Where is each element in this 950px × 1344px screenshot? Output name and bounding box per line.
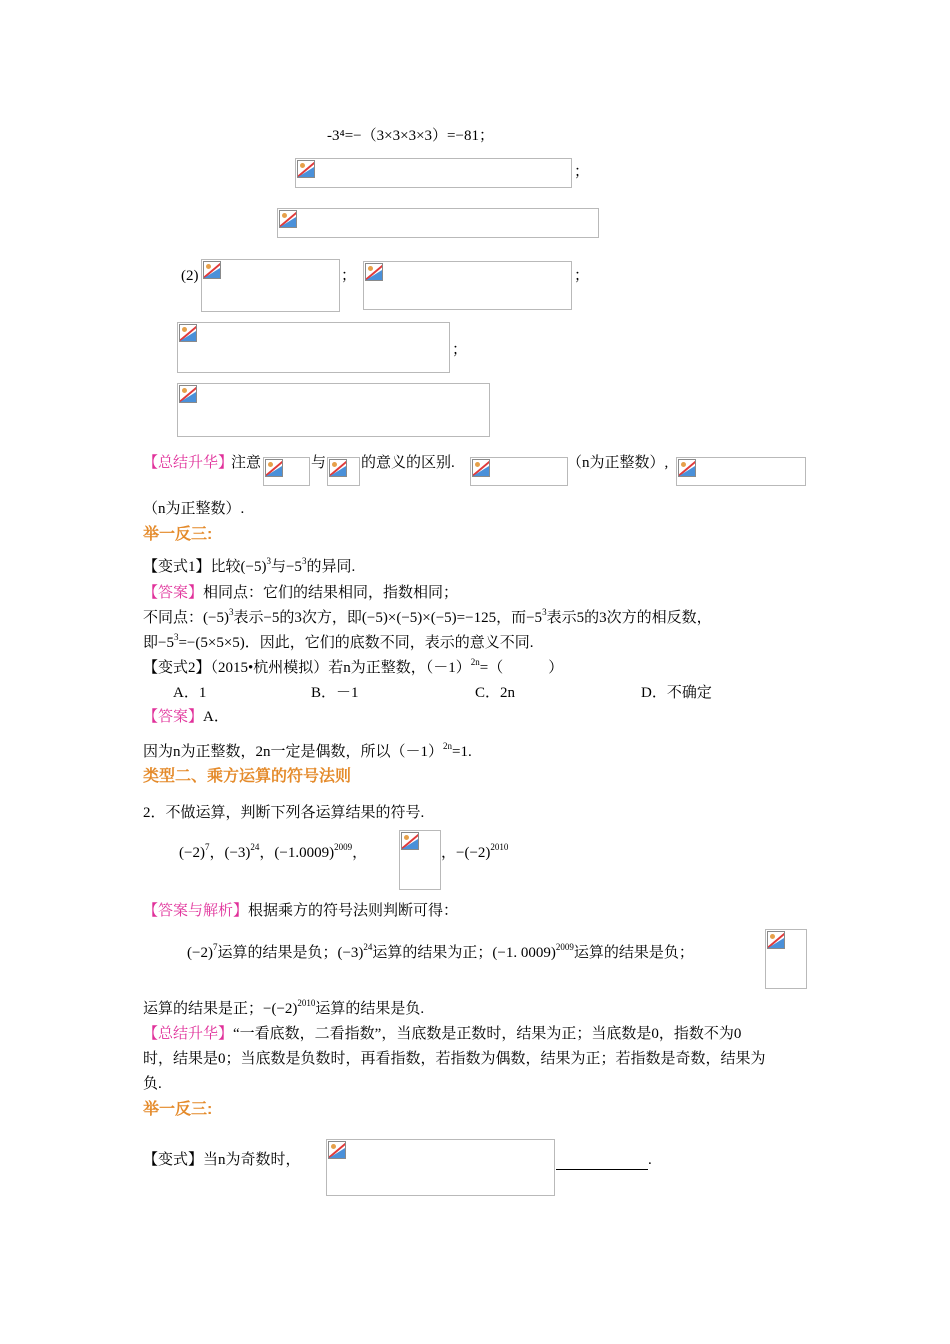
broken-image-icon <box>179 324 197 342</box>
option-c: C．2n <box>475 685 516 701</box>
option-b: B．－1 <box>311 685 359 701</box>
summary-text: 的意义的区别. <box>361 455 455 471</box>
formula-image <box>177 383 490 437</box>
broken-image-icon <box>329 459 347 477</box>
summary-2-line-3: 负. <box>143 1076 162 1092</box>
answer-3-head: 【答案与解析】根据乘方的符号法则判断可得： <box>143 903 459 919</box>
variant-1: 【变式1】比较$(-5)^3$与$-5^3$的异同. <box>143 556 356 575</box>
option-a: A．1 <box>173 685 207 701</box>
summary-tag: 【总结升华】 <box>143 455 234 471</box>
answer-1-last: 即$-5^3=-(5\times 5\times 5)$．因此，它们的底数不同，表示的意义不同. <box>143 632 534 651</box>
formula-image <box>327 457 360 486</box>
practice-heading: 举一反三: <box>143 1101 213 1118</box>
summary-2-line-2: 时，结果是0；当底数是负数时，再看指数，若指数为偶数，结果为正；若指数是奇数，结果为 <box>143 1051 766 1067</box>
part-2-label: (2) <box>181 268 199 284</box>
variant-3: 【变式】当n为奇数时， <box>143 1152 301 1168</box>
formula-image <box>177 322 450 373</box>
question-2: 2．不做运算，判断下列各运算结果的符号. <box>143 805 425 821</box>
formula-image <box>363 261 572 310</box>
formula-image <box>295 158 572 188</box>
broken-image-icon <box>179 385 197 403</box>
formula-image <box>277 208 599 238</box>
summary-text: （n为正整数）, <box>567 455 669 471</box>
formula-image <box>326 1139 555 1196</box>
semicolon: ； <box>574 164 590 180</box>
option-d: D．不确定 <box>641 685 712 701</box>
formula-image <box>263 457 310 486</box>
broken-image-icon <box>401 832 419 850</box>
broken-image-icon <box>365 263 383 281</box>
broken-image-icon <box>203 261 221 279</box>
answer-3-results: $(-2)^7$运算的结果是负；$(-3)^{24}$运算的结果为正；(−1. 0009)$^{2009}$运算的结果是负； <box>187 942 694 961</box>
practice-heading: 举一反三: <box>143 526 213 543</box>
formula-image <box>399 830 441 890</box>
semicolon: ； <box>574 268 590 284</box>
broken-image-icon <box>328 1141 346 1159</box>
broken-image-icon <box>265 459 283 477</box>
broken-image-icon <box>472 459 490 477</box>
semicolon: ； <box>452 342 468 358</box>
question-2-expr-a: $(-2)^7$，$(-3)^{24}$，$(-1.0009)^{2009}$， <box>179 842 368 861</box>
summary-2-line-1: 【总结升华】“一看底数，二看指数”，当底数是正数时，结果为正；当底数是0，指数不为0 <box>143 1026 742 1042</box>
question-2-expr-b: ，$-(-2)^{2010}$ <box>441 842 509 861</box>
formula-line-1: -3⁴=−（3×3×3×3）=−81； <box>327 128 494 144</box>
summary-text: （n为正整数）. <box>143 501 245 517</box>
broken-image-icon <box>279 210 297 228</box>
answer-2-explanation: 因为n为正整数，2n一定是偶数，所以$(-1)^{2n}=1$. <box>143 741 472 760</box>
summary-text: 注意 <box>231 455 262 471</box>
broken-image-icon <box>678 459 696 477</box>
answer-blank-line: . <box>556 1150 652 1170</box>
answer-3-tail: 运算的结果是正；$-(-2)^{2010}$运算的结果是负. <box>143 998 425 1017</box>
formula-image <box>765 929 807 989</box>
section-heading: 类型二、乘方运算的符号法则 <box>143 768 352 785</box>
answer-2: 【答案】A． <box>143 709 229 725</box>
summary-text: 与 <box>311 455 327 471</box>
formula-image <box>201 259 340 312</box>
fill-blank[interactable] <box>556 1155 648 1170</box>
semicolon: ； <box>341 268 357 284</box>
formula-image <box>470 457 568 486</box>
variant-2: 【变式2】（2015•杭州模拟）若n为正整数，$(-1)^{2n}=$（ ） <box>143 657 564 676</box>
answer-1-diff: 不同点：$(-5)^3$表示−5的3次方，即(−5)×(−5)×(−5)=−125，而$-5^3$表示5的3次方的相反数， <box>143 607 712 626</box>
broken-image-icon <box>297 160 315 178</box>
answer-1-same: 【答案】相同点：它们的结果相同，指数相同； <box>143 585 459 601</box>
broken-image-icon <box>767 931 785 949</box>
formula-image <box>676 457 806 486</box>
